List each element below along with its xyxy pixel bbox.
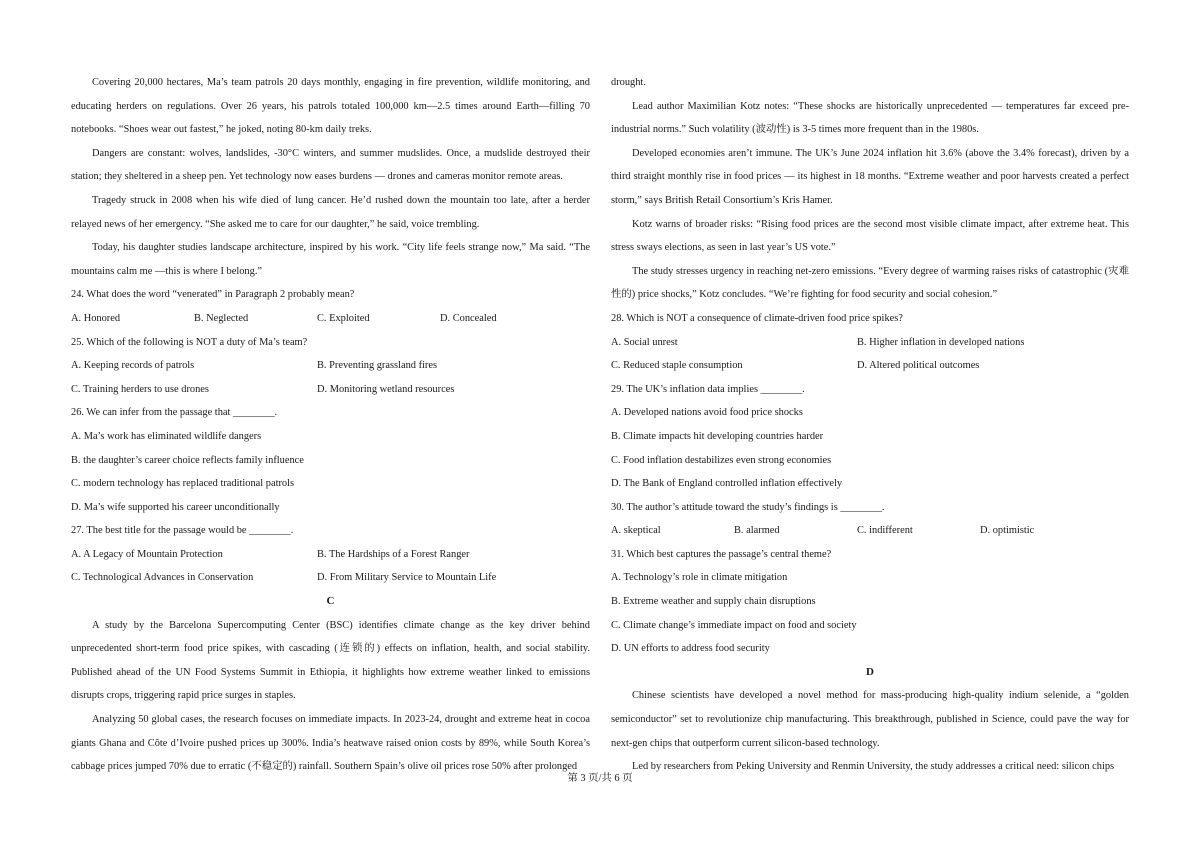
paragraph: Kotz warns of broader risks: “Rising food prices are the second most visible climate impact, after extreme heat. This stress sways elections, as seen in last year’s US vote.” [611, 218, 1129, 254]
paragraph: Analyzing 50 global cases, the research focuses on immediate impacts. In 2023-24, drought and extreme heat in cocoa giants Ghana and Côte d’Ivoire pushed prices up 300%. India’s heatwave raised onion costs by 89%, while South Korea’s cabbage prices jumped 70% due to erratic (不稳定的) rainfall. Southern Spain’s olive oil prices rose 50% after prolonged [71, 714, 590, 773]
paragraph: Led by researchers from Peking University and Renmin University, the study addresses a critical need: silicon chips [632, 761, 1115, 773]
option: A. Social unrest [611, 336, 678, 348]
question-30: 30. The author’s attitude toward the study’s findings is ________. [611, 501, 885, 513]
option: A. Ma’s work has eliminated wildlife dangers [71, 430, 262, 442]
paragraph: Developed economies aren’t immune. The UK’s June 2024 inflation hit 3.6% (above the 3.4% forecast), driven by a third straight monthly rise in food prices — its highest in 18 months. “Extreme weather and poor harvests created a perfect storm,” says British Retail Consortium’s Kris Hamer. [611, 147, 1129, 206]
option: D. From Military Service to Mountain Life [317, 572, 497, 584]
option: A. skeptical [611, 525, 661, 537]
question-25: 25. Which of the following is NOT a duty of Ma’s team? [71, 336, 308, 348]
option: D. The Bank of England controlled inflation effectively [611, 478, 843, 490]
option: C. Training herders to use drones [71, 383, 209, 395]
option: A. Honored [71, 312, 121, 324]
question-27-options-row1 [71, 543, 590, 567]
option: D. Ma’s wife supported his career unconditionally [71, 501, 280, 513]
question-28: 28. Which is NOT a consequence of climate-driven food price spikes? [611, 312, 903, 324]
section-heading-c: C [326, 595, 335, 608]
question-28-options-row1 [611, 331, 1129, 355]
option: B. Extreme weather and supply chain disruptions [611, 596, 816, 608]
paragraph: A study by the Barcelona Supercomputing Center (BSC) identifies climate change as the key driver behind unprecedented short-term food price spikes, with cascading (连锁的) effects on inflation, health, and social stability. Published ahead of the UN Food Systems Summit in Ethiopia, it highlights how extreme weather linked to emissions disrupts crops, triggering rapid price surges in staples. [71, 619, 590, 702]
option: D. Monitoring wetland resources [317, 383, 455, 395]
option: A. A Legacy of Mountain Protection [71, 548, 223, 560]
section-heading-d: D [866, 665, 874, 678]
question-26: 26. We can infer from the passage that ________. [71, 407, 278, 419]
option: D. optimistic [980, 525, 1035, 537]
paragraph: Chinese scientists have developed a novel method for mass-producing high-quality indium selenide, a “golden semiconductor” set to revolutionize chip manufacturing. This breakthrough, published in Science, could pave the way for next-gen chips that outperform current silicon-based technology. [611, 690, 1129, 749]
option: C. Reduced staple consumption [611, 360, 743, 372]
option: B. Higher inflation in developed nations [857, 336, 1025, 348]
question-31: 31. Which best captures the passage’s central theme? [611, 548, 832, 560]
option: C. Climate change’s immediate impact on food and society [611, 619, 857, 631]
option: C. Food inflation destabilizes even strong economies [611, 454, 832, 466]
option: C. Technological Advances in Conservation [71, 572, 254, 584]
paragraph: The study stresses urgency in reaching net-zero emissions. “Every degree of warming raises risks of catastrophic (灾难性的) price shocks,” Kotz concludes. “We’re fighting for food security and social cohesion.” [611, 265, 1129, 301]
option: B. alarmed [734, 525, 780, 537]
question-28-options-row2 [611, 354, 1129, 378]
paragraph-continuation: drought. [611, 77, 646, 88]
paragraph: Lead author Maximilian Kotz notes: “These shocks are historically unprecedented — temperatures far exceed pre-industrial norms.” Such volatility (波动性) is 3-5 times more frequent than in the 1980s. [611, 100, 1129, 136]
question-27-options-row2 [71, 566, 590, 590]
question-30-options [611, 519, 1129, 543]
question-27: 27. The best title for the passage would be ________. [71, 525, 294, 537]
option: A. Technology’s role in climate mitigation [611, 572, 788, 584]
option: B. Preventing grassland fires [317, 360, 438, 372]
question-25-options-row1 [71, 354, 590, 378]
option: A. Developed nations avoid food price shocks [611, 407, 803, 419]
option: A. Keeping records of patrols [71, 360, 195, 372]
paragraph: Covering 20,000 hectares, Ma’s team patrols 20 days monthly, engaging in fire prevention, wildlife monitoring, and educating herders on regulations. Over 26 years, his patrols totaled 100,000 km—2.5 times around Earth—filling 70 notebooks. “Shoes wear out fastest,” he joked, noting 80-km daily treks. [71, 77, 590, 136]
option: B. the daughter’s career choice reflects family influence [71, 454, 304, 466]
option: B. The Hardships of a Forest Ranger [317, 548, 470, 560]
option: C. indifferent [857, 525, 913, 537]
right-column [611, 71, 1129, 779]
option: D. Altered political outcomes [857, 360, 980, 372]
paragraph: Today, his daughter studies landscape architecture, inspired by his work. “City life feels strange now,” Ma said. “The mountains calm me —this is where I belong.” [71, 242, 590, 277]
question-24-options [71, 307, 590, 331]
option: C. modern technology has replaced traditional patrols [71, 478, 295, 490]
paragraph: Dangers are constant: wolves, landslides, -30°C winters, and summer mudslides. Once, a mudslide destroyed their station; they sheltered in a sheep pen. Yet technology now eases burdens — drones and cameras monitor remote areas. [71, 147, 590, 183]
option: B. Climate impacts hit developing countries harder [611, 430, 824, 442]
question-24: 24. What does the word “venerated” in Paragraph 2 probably mean? [71, 289, 355, 301]
option: D. UN efforts to address food security [611, 643, 770, 655]
paragraph: Tragedy struck in 2008 when his wife died of lung cancer. He’d rushed down the mountain too late, after a herder relayed news of her emergency. “She asked me to care for our daughter,” he said, voice trembling. [71, 194, 590, 230]
question-29: 29. The UK’s inflation data implies ________. [611, 383, 805, 395]
option: D. Concealed [440, 312, 497, 324]
left-column [71, 71, 590, 779]
option: C. Exploited [317, 312, 370, 324]
question-25-options-row2 [71, 378, 590, 402]
page-number-footer: 第 3 页/共 6 页 [567, 773, 633, 784]
option: B. Neglected [194, 312, 249, 324]
